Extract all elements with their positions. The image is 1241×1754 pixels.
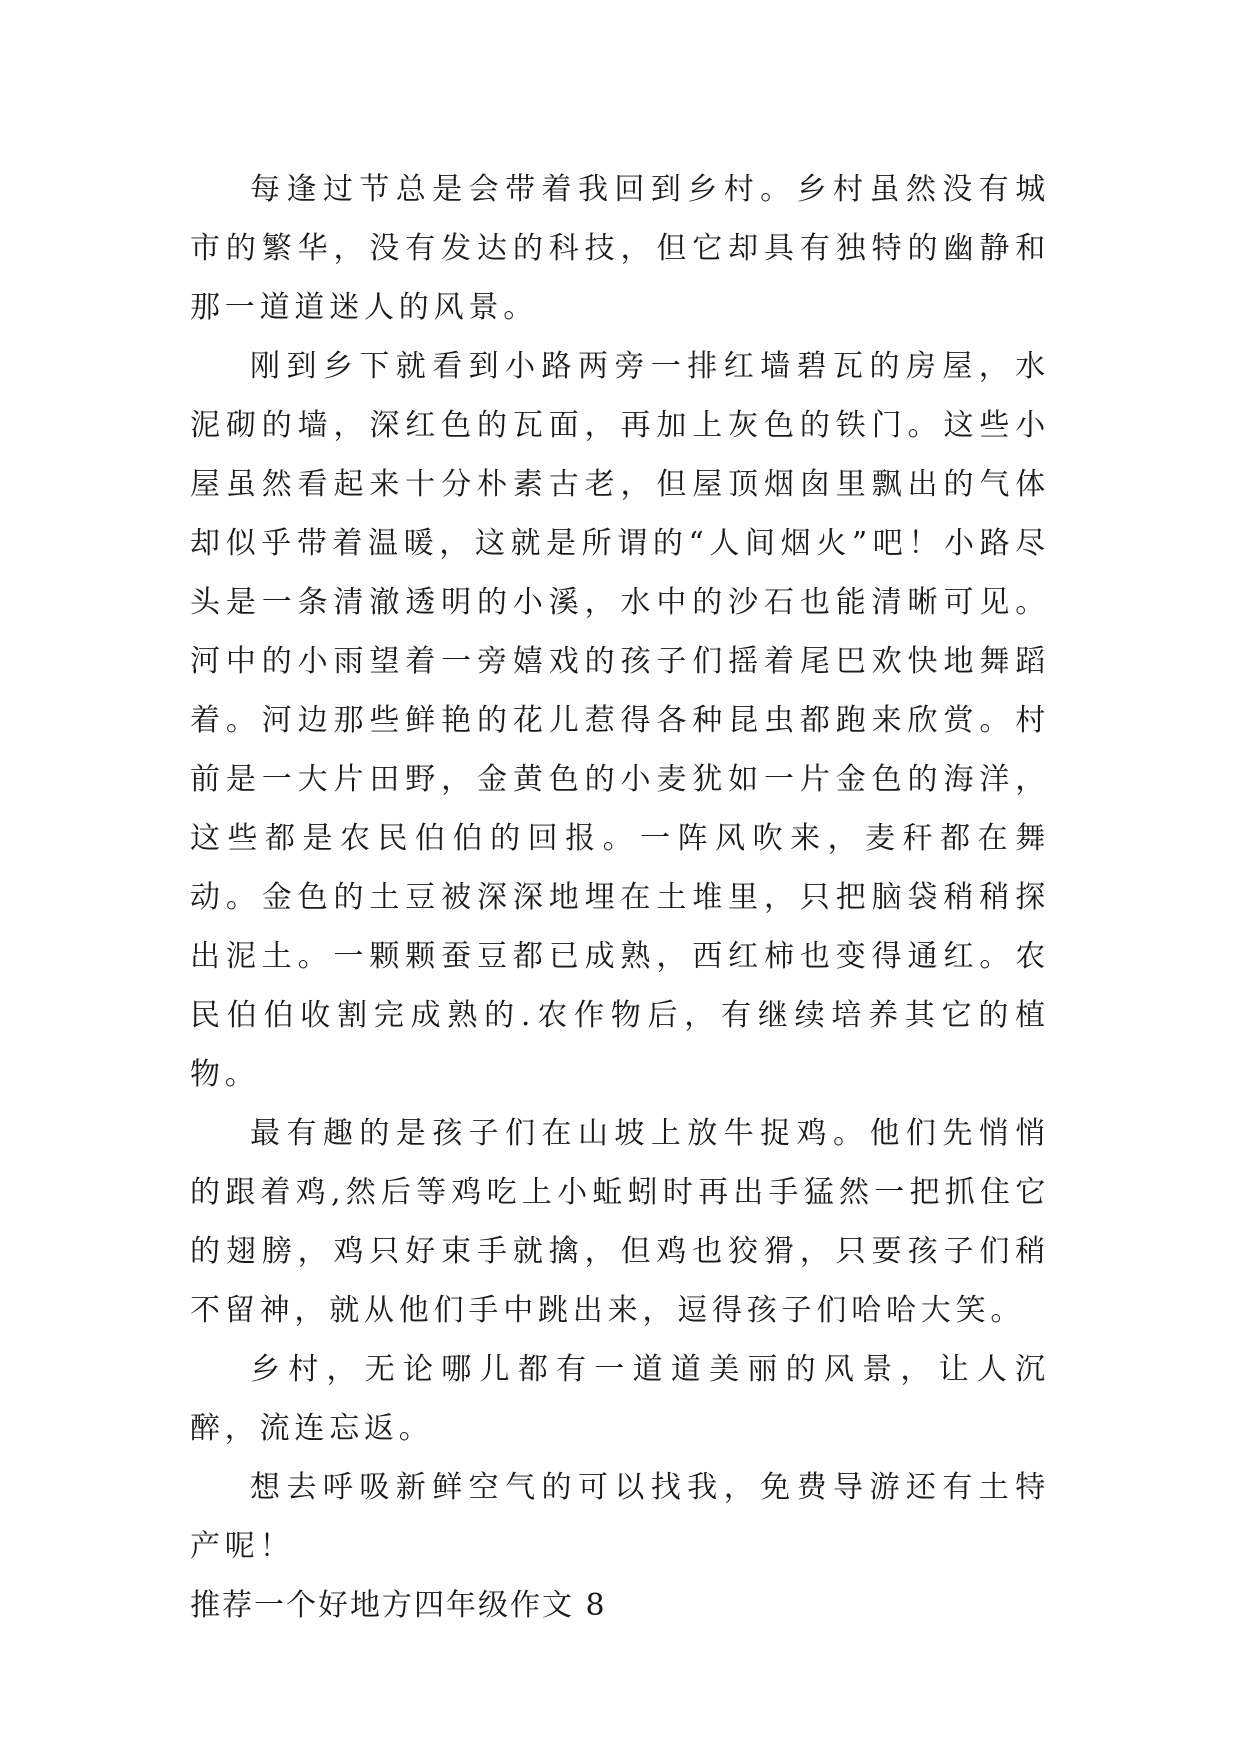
paragraph-5: 想去呼吸新鲜空气的可以找我，免费导游还有土特产呢！ — [190, 1470, 1050, 1564]
paragraph-2: 刚到乡下就看到小路两旁一排红墙碧瓦的房屋，水泥砌的墙，深红色的瓦面，再加上灰色的铁门。这些小屋虽然看起来十分朴素古老，但屋顶烟囱里飘出的气体却似乎带着温暖，这就是所谓的“人间烟火”吧！小路尽头是一条清澈透明的小溪，水中的沙石也能清晰可见。河中的小雨望着一旁嬉戏的孩子们摇着尾巴欢快地舞蹈着。河边那些鲜艳的花儿惹得各种昆虫都跑来欣赏。村前是一大片田野，金黄色的小麦犹如一片金色的海洋，这些都是农民伯伯的回报。一阵风吹来，麦秆都在舞动。金色的土豆被深深地埋在土堆里，只把脑袋稍稍探出泥土。一颗颗蚕豆都已成熟，西红柿也变得通红。农民伯伯收割完成熟的.农作物后，有继续培养其它的植物。 — [190, 349, 1050, 1092]
paragraph-4: 乡村，无论哪儿都有一道道美丽的风景，让人沉醉，流连忘返。 — [190, 1352, 1050, 1446]
next-essay-title: 推荐一个好地方四年级作文 8 — [190, 1588, 607, 1623]
essay-body — [190, 160, 1050, 1635]
paragraph-3: 最有趣的是孩子们在山坡上放牛捉鸡。他们先悄悄的跟着鸡,然后等鸡吃上小蚯蚓时再出手猛然一把抓住它的翅膀，鸡只好束手就擒，但鸡也狡猾，只要孩子们稍不留神，就从他们手中跳出来，逗得孩子们哈哈大笑。 — [190, 1116, 1050, 1328]
paragraph-1: 每逢过节总是会带着我回到乡村。乡村虽然没有城市的繁华，没有发达的科技，但它却具有独特的幽静和那一道道迷人的风景。 — [190, 172, 1050, 325]
